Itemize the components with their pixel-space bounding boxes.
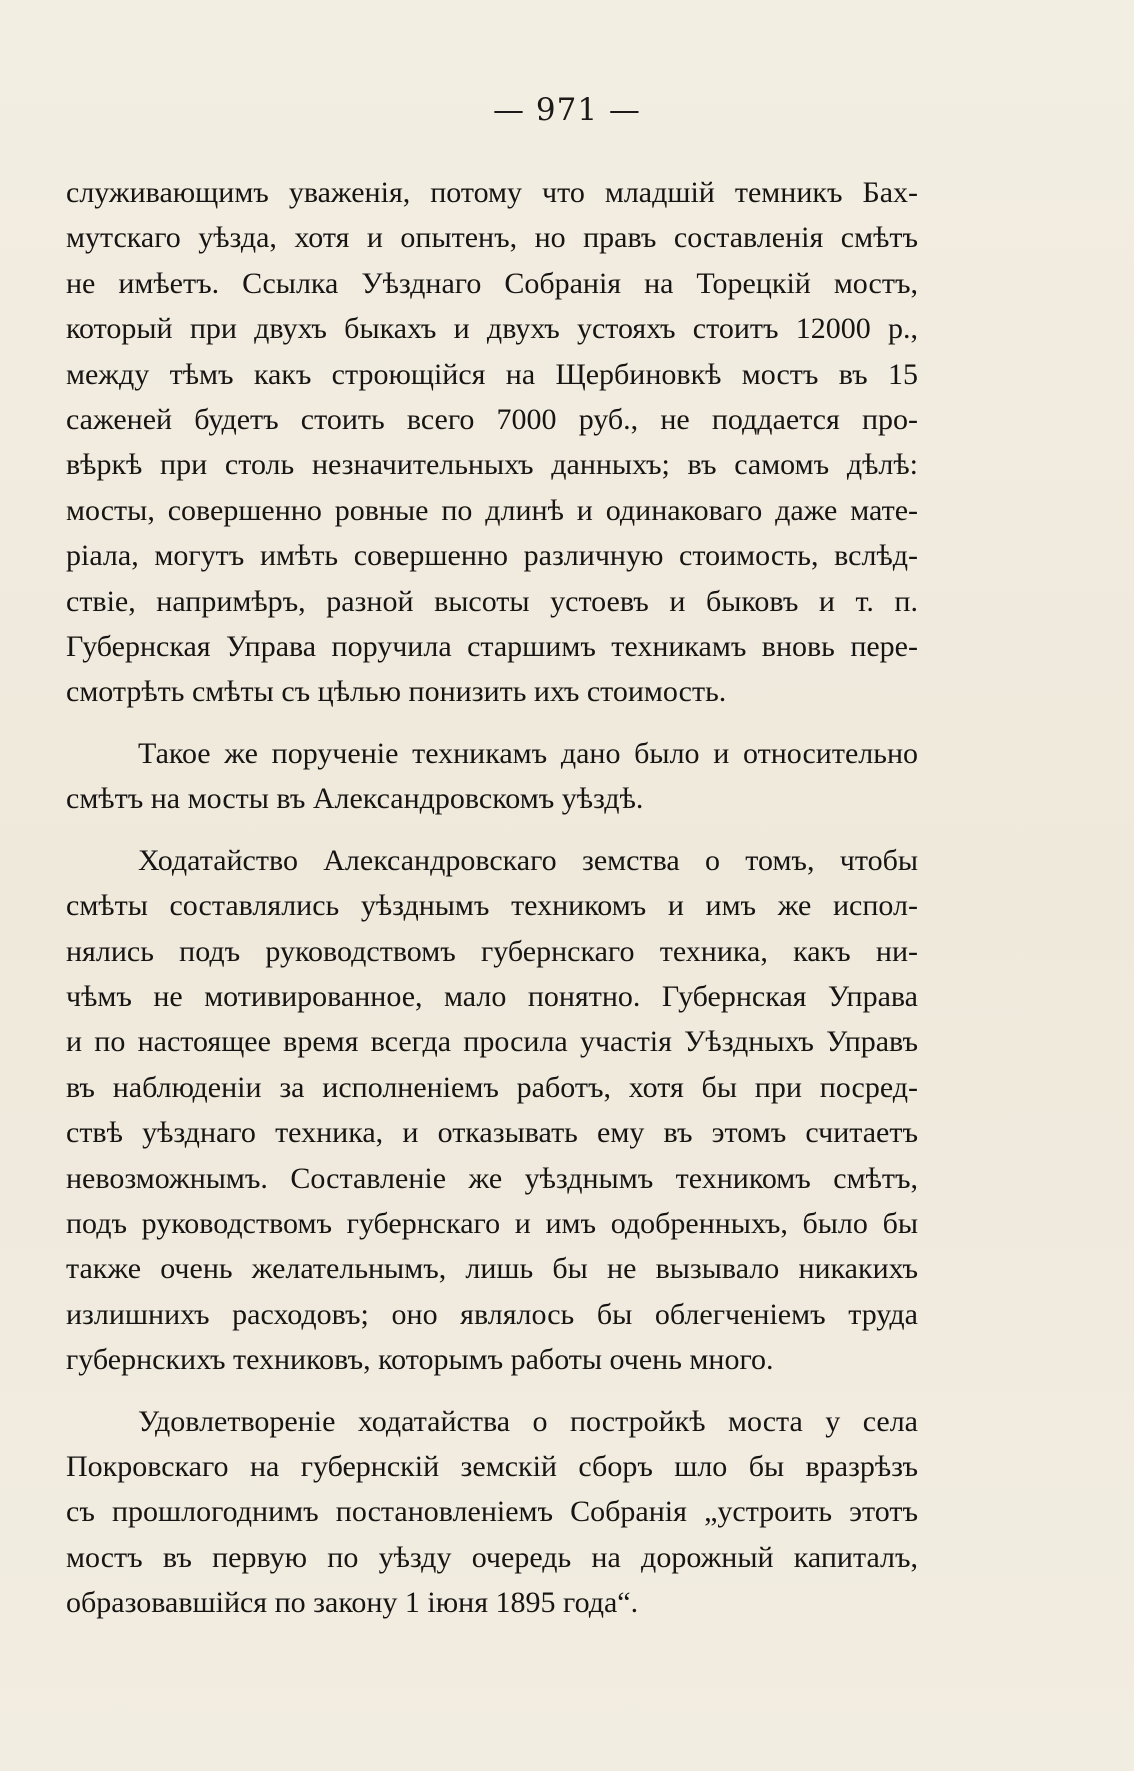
- page-number: — 971 —: [493, 92, 641, 128]
- text-line: саженей будетъ стоить всего 7000 руб., не поддается про-: [66, 403, 918, 437]
- text-line: также очень желательнымъ, лишь бы не вызывало никакихъ: [66, 1252, 918, 1286]
- paragraph-4: [66, 1399, 918, 1626]
- paragraph-1: [66, 170, 918, 715]
- text-line: ствіе, напримѣръ, разной высоты устоевъ и быковъ и т. п.: [66, 584, 918, 618]
- text-line: губернскихъ техниковъ, которымъ работы очень много.: [66, 1343, 774, 1377]
- text-line: вѣркѣ при столь незначительныхъ данныхъ; въ самомъ дѣлѣ:: [66, 448, 918, 482]
- text-line: который при двухъ быкахъ и двухъ устояхъ стоитъ 12000 р.,: [66, 312, 918, 346]
- text-line: излишнихъ расходовъ; оно являлось бы облегченіемъ труда: [66, 1297, 918, 1331]
- text-line: не имѣетъ. Ссылка Уѣзднаго Собранія на Торецкій мостъ,: [66, 266, 918, 300]
- text-line: служивающимъ уваженія, потому что младшій темникъ Бах-: [66, 176, 918, 209]
- text-line: невозможнымъ. Составленіе же уѣзднымъ техникомъ смѣтъ,: [66, 1161, 918, 1195]
- text-line: мутскаго уѣзда, хотя и опытенъ, но правъ составленія смѣтъ: [66, 221, 918, 255]
- body-text: [66, 170, 918, 1626]
- paragraph-3: [66, 838, 918, 1383]
- text-line: и по настоящее время всегда просила участія Уѣздныхъ Управъ: [66, 1025, 918, 1059]
- text-line: смотрѣть смѣты съ цѣлью понизить ихъ стоимость.: [66, 675, 727, 709]
- text-line: Покровскаго на губернскій земскій сборъ шло бы вразрѣзъ: [66, 1449, 918, 1483]
- text-line: мостъ въ первую по уѣзду очередь на дорожный капиталъ,: [66, 1540, 918, 1574]
- text-line: смѣты составлялись уѣзднымъ техникомъ и имъ же испол-: [66, 889, 918, 923]
- text-line: въ наблюденіи за исполненіемъ работъ, хотя бы при посред-: [66, 1070, 918, 1104]
- text-line: Ходатайство Александровскаго земства о томъ, чтобы: [138, 843, 918, 877]
- text-line: смѣтъ на мосты въ Александровскомъ уѣздѣ.: [66, 782, 644, 816]
- text-line: мосты, совершенно ровные по длинѣ и одинаковаго даже мате-: [66, 493, 918, 527]
- text-line: Удовлетвореніе ходатайства о постройкѣ моста у села: [138, 1404, 918, 1438]
- paragraph-2: [66, 731, 918, 822]
- text-line: образовавшійся по закону 1 іюня 1895 года“.: [66, 1586, 639, 1620]
- text-line: между тѣмъ какъ строющійся на Щербиновкѣ мостъ въ 15: [66, 357, 918, 391]
- text-line: ствѣ уѣзднаго техника, и отказывать ему въ этомъ считаетъ: [66, 1116, 918, 1150]
- text-line: Такое же порученіе техникамъ дано было и относительно: [138, 736, 918, 770]
- text-line: чѣмъ не мотивированное, мало понятно. Губернская Управа: [66, 979, 918, 1013]
- text-line: нялись подъ руководствомъ губернскаго техника, какъ ни-: [66, 934, 918, 968]
- text-line: съ прошлогоднимъ постановленіемъ Собранія „устроить этотъ: [66, 1495, 918, 1529]
- text-line: подъ руководствомъ губернскаго и имъ одобренныхъ, было бы: [66, 1206, 918, 1240]
- text-line: ріала, могутъ имѣть совершенно различную стоимость, вслѣд-: [66, 539, 918, 573]
- text-line: Губернская Управа поручила старшимъ техникамъ вновь пере-: [66, 630, 918, 664]
